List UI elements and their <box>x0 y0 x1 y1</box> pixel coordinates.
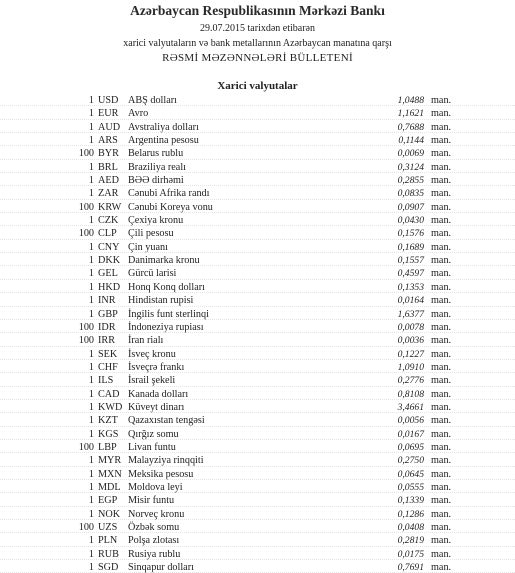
rate-cell: 0,2819 <box>397 535 424 547</box>
table-row <box>0 414 515 427</box>
currency-name-cell: Honq Konq dolları <box>128 281 205 293</box>
currency-name-cell: Polşa zlotası <box>128 535 180 547</box>
nominal-cell: 1 <box>88 175 94 187</box>
currency-name-cell: İsrail şekeli <box>128 375 176 387</box>
rate-cell: 0,1339 <box>397 495 424 507</box>
row-divider <box>0 492 515 493</box>
currency-code-cell: ZAR <box>98 188 119 200</box>
unit-cell: man. <box>431 548 452 560</box>
currency-code-cell: KWD <box>98 401 123 413</box>
row-divider <box>0 466 515 467</box>
nominal-cell: 1 <box>88 241 94 253</box>
table-row <box>0 308 515 321</box>
rate-cell: 0,1689 <box>397 241 424 253</box>
nominal-cell: 100 <box>78 335 94 347</box>
row-divider <box>0 319 515 320</box>
currency-code-cell: IDR <box>98 321 116 333</box>
row-divider <box>0 199 515 200</box>
rate-cell: 0,2855 <box>397 175 424 187</box>
row-divider <box>0 386 515 387</box>
unit-cell: man. <box>431 308 452 320</box>
currency-name-cell: Danimarka kronu <box>128 255 200 267</box>
row-divider <box>0 185 515 186</box>
currency-code-cell: CNY <box>98 241 120 253</box>
rate-cell: 1,6377 <box>397 308 424 320</box>
rate-cell: 1,0488 <box>397 95 424 106</box>
table-row <box>0 121 515 134</box>
currency-name-cell: Çexiya kronu <box>128 215 184 227</box>
currency-name-cell: Qazaxıstan tengəsi <box>128 415 205 427</box>
row-divider <box>0 506 515 507</box>
currency-code-cell: PLN <box>98 535 118 547</box>
currency-code-cell: MDL <box>98 481 121 493</box>
bulletin-title: RƏSMİ MƏZƏNNƏLƏRİ BÜLLETENİ <box>162 52 353 64</box>
currency-name-cell: Argentina pesosu <box>128 135 199 147</box>
table-row <box>0 521 515 534</box>
unit-cell: man. <box>431 175 452 187</box>
nominal-cell: 1 <box>88 268 94 280</box>
rate-cell: 0,0036 <box>397 335 424 347</box>
currency-code-cell: CLP <box>98 228 117 240</box>
currency-name-cell: BƏƏ dirhəmi <box>128 175 184 187</box>
rate-cell: 0,0430 <box>397 215 424 227</box>
nominal-cell: 1 <box>88 401 94 413</box>
nominal-cell: 1 <box>88 295 94 307</box>
row-divider <box>0 439 515 440</box>
table-row <box>0 401 515 414</box>
row-divider <box>0 212 515 213</box>
section-title: Xarici valyutalar <box>217 80 298 92</box>
currency-code-cell: CZK <box>98 215 119 227</box>
table-row <box>0 494 515 507</box>
currency-code-cell: CHF <box>98 361 118 373</box>
row-divider <box>0 359 515 360</box>
table-row <box>0 534 515 547</box>
table-row <box>0 441 515 454</box>
currency-name-cell: Qırğız somu <box>128 428 179 440</box>
row-divider <box>0 132 515 133</box>
currency-code-cell: BYR <box>98 148 119 160</box>
rate-cell: 3,4661 <box>397 401 424 413</box>
currency-code-cell: NOK <box>98 508 121 520</box>
currency-code-cell: DKK <box>98 255 121 267</box>
unit-cell: man. <box>431 228 452 240</box>
nominal-cell: 1 <box>88 415 94 427</box>
effective-date: 29.07.2015 tarixdən etibarən <box>200 23 315 34</box>
currency-code-cell: AED <box>98 175 119 187</box>
currency-code-cell: ARS <box>98 135 118 147</box>
row-divider <box>0 426 515 427</box>
rate-cell: 0,1557 <box>397 255 424 267</box>
row-divider <box>0 532 515 533</box>
unit-cell: man. <box>431 95 452 106</box>
row-divider <box>0 225 515 226</box>
unit-cell: man. <box>431 415 452 427</box>
currency-code-cell: IRR <box>98 335 115 347</box>
unit-cell: man. <box>431 361 452 373</box>
currency-code-cell: GBP <box>98 308 118 320</box>
nominal-cell: 1 <box>88 135 94 147</box>
nominal-cell: 1 <box>88 428 94 440</box>
currency-name-cell: Avstraliya dolları <box>128 121 199 133</box>
nominal-cell: 1 <box>88 188 94 200</box>
nominal-cell: 1 <box>88 121 94 133</box>
currency-code-cell: MXN <box>98 468 122 480</box>
unit-cell: man. <box>431 522 452 533</box>
currency-code-cell: KZT <box>98 415 118 427</box>
currency-name-cell: Çili pesosu <box>128 228 174 240</box>
row-divider <box>0 479 515 480</box>
table-row <box>0 454 515 467</box>
unit-cell: man. <box>431 455 452 467</box>
table-row <box>0 281 515 294</box>
rate-cell: 0,0907 <box>397 201 424 213</box>
rate-cell: 0,0835 <box>397 188 424 200</box>
table-row <box>0 187 515 200</box>
currency-name-cell: Norveç kronu <box>128 508 185 520</box>
row-divider <box>0 172 515 173</box>
rate-cell: 0,0555 <box>397 481 424 493</box>
rate-cell: 0,7691 <box>397 562 424 573</box>
table-row <box>0 201 515 214</box>
currency-code-cell: ILS <box>98 375 114 387</box>
table-row <box>0 481 515 494</box>
unit-cell: man. <box>431 201 452 213</box>
nominal-cell: 1 <box>88 95 94 106</box>
unit-cell: man. <box>431 108 452 120</box>
row-divider <box>0 306 515 307</box>
rate-cell: 0,2750 <box>397 455 424 467</box>
currency-code-cell: SEK <box>98 348 118 360</box>
table-row <box>0 267 515 280</box>
rate-cell: 0,7688 <box>397 121 424 133</box>
rate-cell: 0,0408 <box>397 522 424 533</box>
table-row <box>0 388 515 401</box>
currency-name-cell: Kanada dolları <box>128 388 189 400</box>
nominal-cell: 100 <box>78 201 94 213</box>
currency-name-cell: Braziliya realı <box>128 161 186 173</box>
row-divider <box>0 332 515 333</box>
unit-cell: man. <box>431 241 452 253</box>
rate-cell: 0,0069 <box>397 148 424 160</box>
bulletin-subtitle: xarici valyutaların və bank metallarının Azərbaycan manatına qarşı <box>123 38 392 49</box>
nominal-cell: 1 <box>88 255 94 267</box>
currency-name-cell: ABŞ dolları <box>128 95 177 106</box>
currency-name-cell: İngilis funt sterlinqi <box>128 308 209 320</box>
unit-cell: man. <box>431 135 452 147</box>
row-divider <box>0 105 515 106</box>
rate-cell: 0,0645 <box>397 468 424 480</box>
currency-code-cell: USD <box>98 95 119 106</box>
nominal-cell: 1 <box>88 388 94 400</box>
nominal-cell: 100 <box>78 321 94 333</box>
rate-cell: 0,1286 <box>397 508 424 520</box>
unit-cell: man. <box>431 188 452 200</box>
unit-cell: man. <box>431 148 452 160</box>
rate-cell: 0,0695 <box>397 441 424 453</box>
currency-code-cell: EGP <box>98 495 118 507</box>
rate-cell: 0,1353 <box>397 281 424 293</box>
currency-code-cell: KGS <box>98 428 119 440</box>
unit-cell: man. <box>431 121 452 133</box>
table-row <box>0 214 515 227</box>
currency-code-cell: RUB <box>98 548 119 560</box>
unit-cell: man. <box>431 255 452 267</box>
currency-name-cell: Moldova leyi <box>128 481 183 493</box>
rate-cell: 0,1144 <box>398 135 424 147</box>
nominal-cell: 1 <box>88 548 94 560</box>
rate-cell: 0,0078 <box>397 321 424 333</box>
currency-name-cell: Meksika pesosu <box>128 468 194 480</box>
table-row <box>0 134 515 147</box>
nominal-cell: 100 <box>78 228 94 240</box>
currency-code-cell: UZS <box>98 522 118 533</box>
row-divider <box>0 145 515 146</box>
rate-cell: 0,3124 <box>397 161 424 173</box>
nominal-cell: 100 <box>78 148 94 160</box>
table-row <box>0 468 515 481</box>
rate-cell: 0,0056 <box>397 415 424 427</box>
table-row <box>0 294 515 307</box>
row-divider <box>0 412 515 413</box>
currency-name-cell: Gürcü larisi <box>128 268 177 280</box>
unit-cell: man. <box>431 401 452 413</box>
currency-name-cell: İndoneziya rupiası <box>128 321 204 333</box>
unit-cell: man. <box>431 481 452 493</box>
table-row <box>0 548 515 561</box>
currency-name-cell: İsveçrə frankı <box>128 361 185 373</box>
nominal-cell: 100 <box>78 441 94 453</box>
unit-cell: man. <box>431 268 452 280</box>
unit-cell: man. <box>431 508 452 520</box>
row-divider <box>0 399 515 400</box>
rate-cell: 1,0910 <box>397 361 424 373</box>
unit-cell: man. <box>431 428 452 440</box>
unit-cell: man. <box>431 215 452 227</box>
currency-name-cell: İran rialı <box>128 335 164 347</box>
row-divider <box>0 265 515 266</box>
row-divider <box>0 292 515 293</box>
currency-name-cell: Avro <box>128 108 149 120</box>
table-row <box>0 508 515 521</box>
currency-code-cell: BRL <box>98 161 118 173</box>
currency-name-cell: Sinqapur dolları <box>128 562 194 573</box>
table-row <box>0 348 515 361</box>
rate-cell: 0,8108 <box>397 388 424 400</box>
table-row <box>0 374 515 387</box>
nominal-cell: 1 <box>88 108 94 120</box>
currency-name-cell: Rusiya rublu <box>128 548 181 560</box>
unit-cell: man. <box>431 468 452 480</box>
rate-cell: 0,0175 <box>397 548 424 560</box>
currency-name-cell: Cənubi Koreya vonu <box>128 201 213 213</box>
currency-name-cell: İsveç kronu <box>128 348 176 360</box>
nominal-cell: 1 <box>88 348 94 360</box>
currency-name-cell: Hindistan rupisi <box>128 295 194 307</box>
unit-cell: man. <box>431 321 452 333</box>
table-row <box>0 227 515 240</box>
rate-cell: 0,1227 <box>397 348 424 360</box>
currency-code-cell: KRW <box>98 201 122 213</box>
table-row <box>0 334 515 347</box>
unit-cell: man. <box>431 495 452 507</box>
currency-code-cell: SGD <box>98 562 119 573</box>
nominal-cell: 1 <box>88 481 94 493</box>
row-divider <box>0 546 515 547</box>
table-row <box>0 107 515 120</box>
currency-name-cell: Küveyt dinarı <box>128 401 185 413</box>
nominal-cell: 1 <box>88 455 94 467</box>
currency-name-cell: Belarus rublu <box>128 148 184 160</box>
currency-name-cell: Cənubi Afrika randı <box>128 188 210 200</box>
nominal-cell: 1 <box>88 361 94 373</box>
row-divider <box>0 559 515 560</box>
unit-cell: man. <box>431 562 452 573</box>
bank-name: Azərbaycan Respublikasının Mərkəzi Bankı <box>130 3 385 18</box>
currency-code-cell: AUD <box>98 121 121 133</box>
nominal-cell: 1 <box>88 508 94 520</box>
row-divider <box>0 279 515 280</box>
unit-cell: man. <box>431 388 452 400</box>
nominal-cell: 1 <box>88 495 94 507</box>
rates-table <box>0 94 515 573</box>
row-divider <box>0 159 515 160</box>
row-divider <box>0 252 515 253</box>
table-row <box>0 428 515 441</box>
row-divider <box>0 346 515 347</box>
nominal-cell: 1 <box>88 375 94 387</box>
nominal-cell: 1 <box>88 281 94 293</box>
unit-cell: man. <box>431 441 452 453</box>
row-divider <box>0 519 515 520</box>
table-row <box>0 161 515 174</box>
nominal-cell: 1 <box>88 308 94 320</box>
table-row <box>0 147 515 160</box>
table-row <box>0 561 515 573</box>
currency-code-cell: EUR <box>98 108 119 120</box>
row-divider <box>0 372 515 373</box>
table-row <box>0 241 515 254</box>
table-row <box>0 254 515 267</box>
unit-cell: man. <box>431 535 452 547</box>
unit-cell: man. <box>431 281 452 293</box>
currency-name-cell: Misir funtu <box>128 495 175 507</box>
currency-code-cell: INR <box>98 295 116 307</box>
rate-cell: 0,0164 <box>397 295 424 307</box>
table-row <box>0 361 515 374</box>
currency-code-cell: GEL <box>98 268 118 280</box>
rate-cell: 0,0167 <box>397 428 424 440</box>
row-divider <box>0 452 515 453</box>
currency-code-cell: HKD <box>98 281 121 293</box>
currency-name-cell: Malayziya rinqqiti <box>128 455 204 467</box>
unit-cell: man. <box>431 161 452 173</box>
rate-cell: 1,1621 <box>397 108 424 120</box>
currency-code-cell: CAD <box>98 388 120 400</box>
row-divider <box>0 239 515 240</box>
currency-name-cell: Livan funtu <box>128 441 176 453</box>
currency-code-cell: MYR <box>98 455 122 467</box>
table-row <box>0 321 515 334</box>
table-row <box>0 174 515 187</box>
unit-cell: man. <box>431 335 452 347</box>
rate-cell: 0,4597 <box>397 268 424 280</box>
unit-cell: man. <box>431 348 452 360</box>
unit-cell: man. <box>431 375 452 387</box>
nominal-cell: 1 <box>88 535 94 547</box>
unit-cell: man. <box>431 295 452 307</box>
rate-cell: 0,1576 <box>397 228 424 240</box>
currency-code-cell: LBP <box>98 441 117 453</box>
nominal-cell: 100 <box>78 522 94 533</box>
currency-name-cell: Özbək somu <box>128 522 180 533</box>
table-row <box>0 94 515 107</box>
nominal-cell: 1 <box>88 215 94 227</box>
rate-cell: 0,2776 <box>397 375 424 387</box>
currency-name-cell: Çin yuanı <box>128 241 168 253</box>
row-divider <box>0 119 515 120</box>
nominal-cell: 1 <box>88 562 94 573</box>
nominal-cell: 1 <box>88 161 94 173</box>
nominal-cell: 1 <box>88 468 94 480</box>
